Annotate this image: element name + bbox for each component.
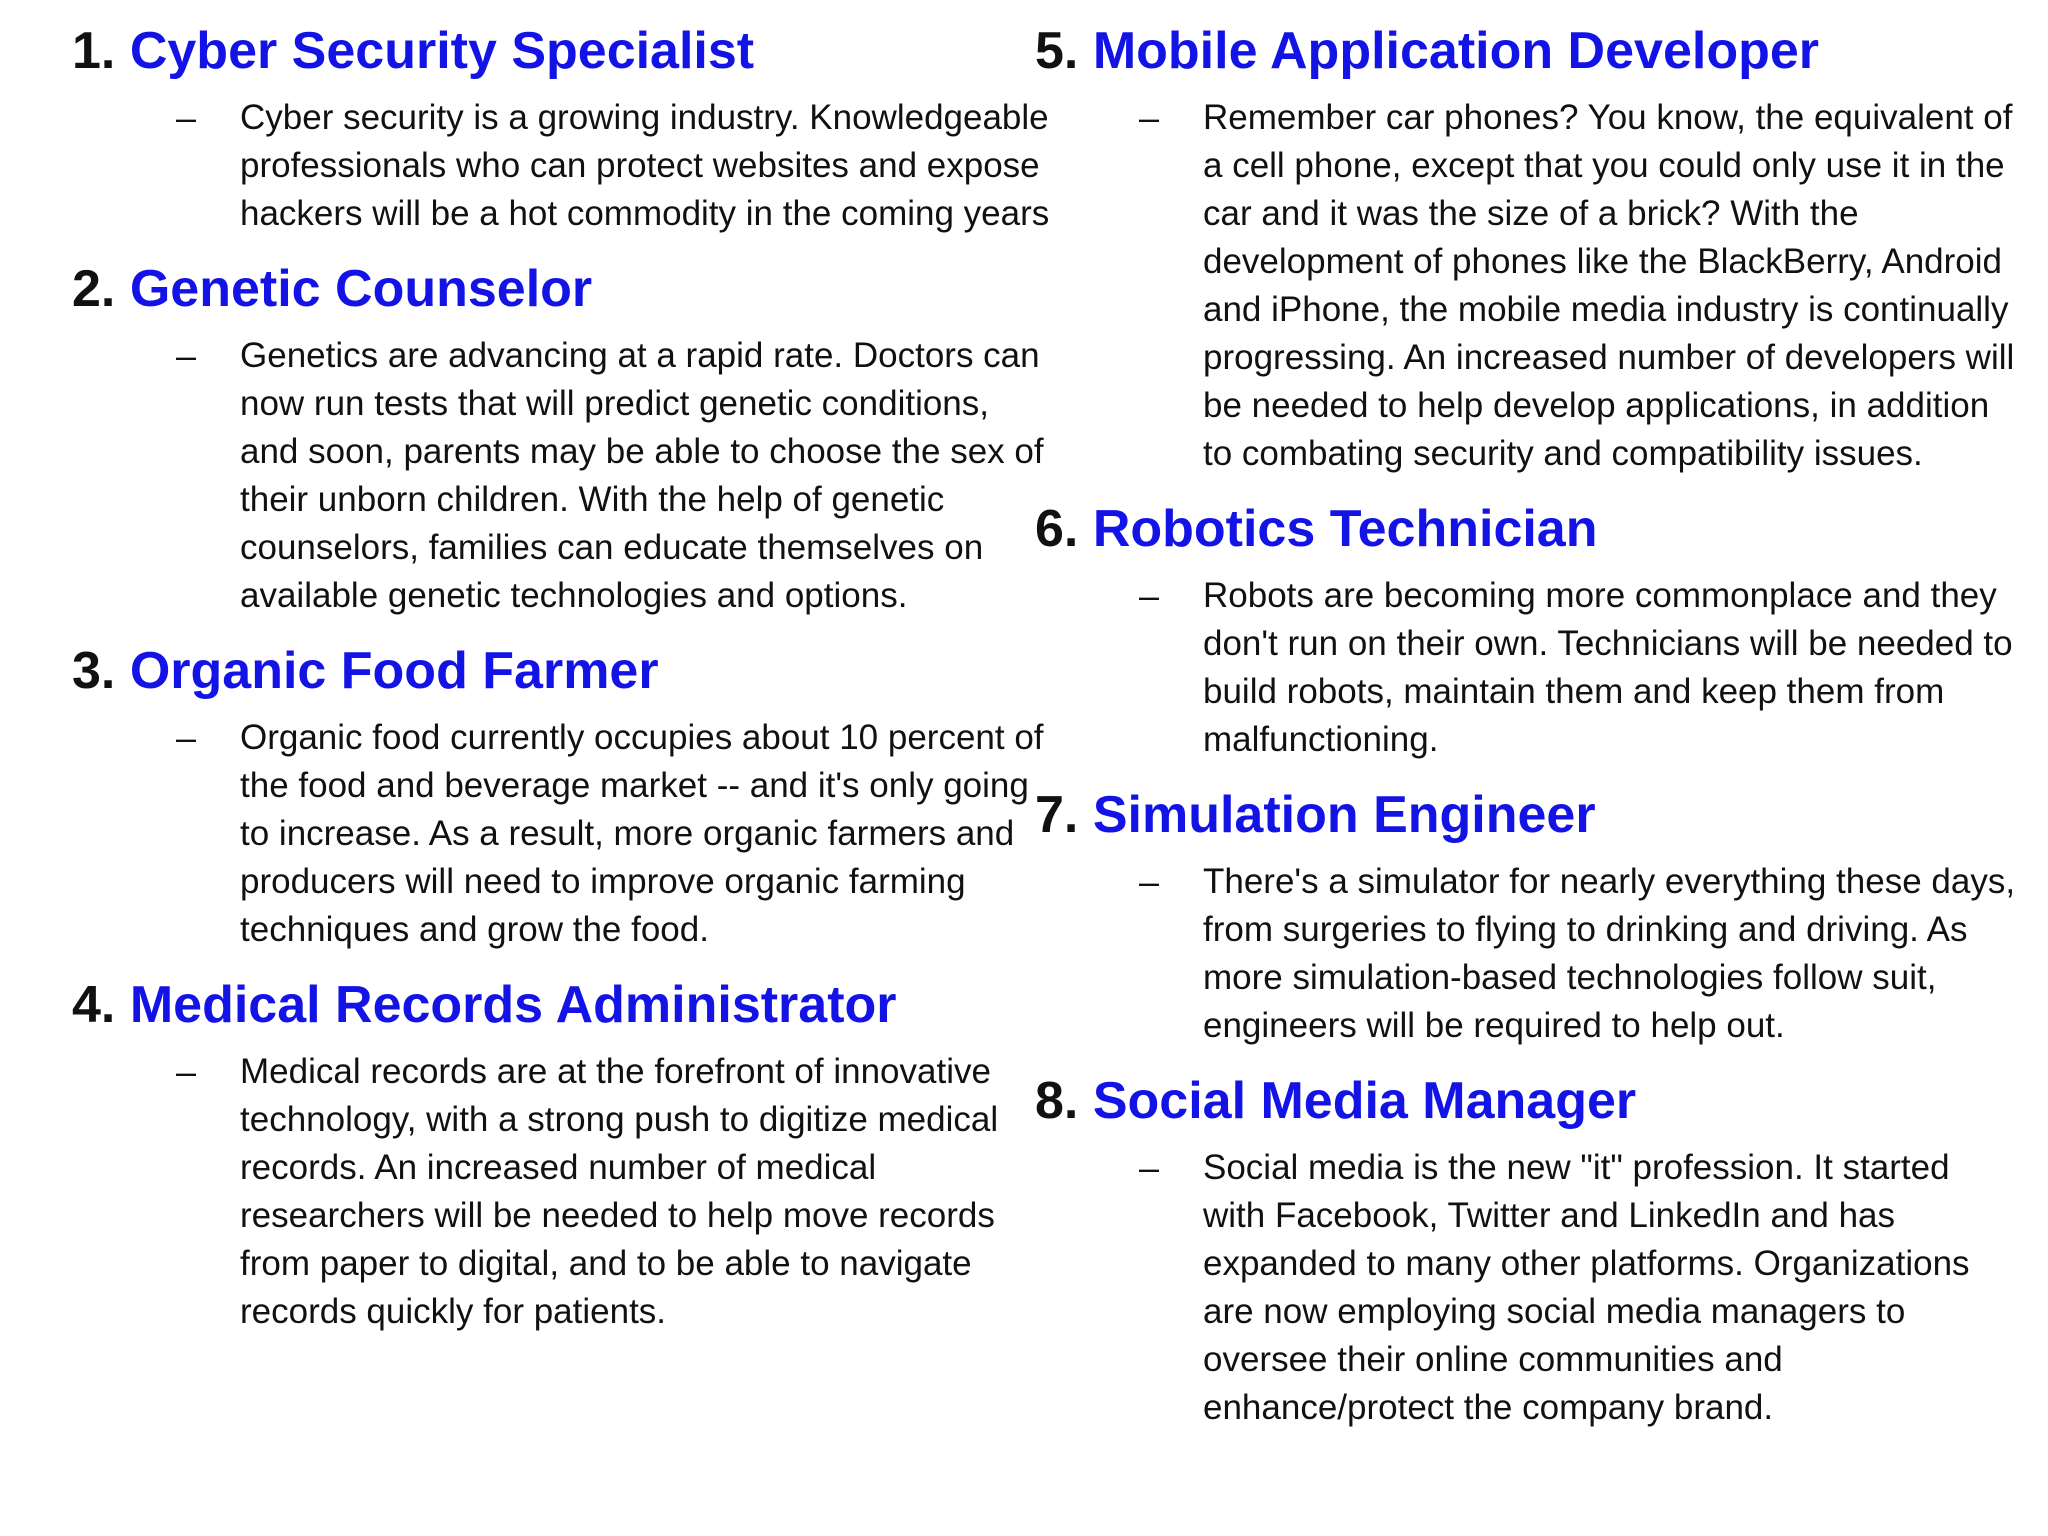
career-number: 1.	[72, 22, 116, 80]
career-description: Genetics are advancing at a rapid rate. Doctors can now run tests that will predict genetic conditions, and soon, parents may be able to choose the sex of their unborn children. With the help of genetic counselors, families can educate themselves on available genetic technologies and options.	[240, 336, 1044, 615]
dash-bullet-icon: –	[1139, 861, 1160, 902]
career-title: Simulation Engineer	[1092, 786, 1596, 844]
dash-bullet-icon: –	[1139, 97, 1160, 138]
career-description-block	[1035, 94, 2020, 478]
career-description: There's a simulator for nearly everything these days, from surgeries to flying to drinking and driving. As more simulation-based technologies follow suit, engineers will be required to help out.	[1203, 862, 2016, 1045]
career-heading	[1035, 492, 2020, 566]
career-title: Robotics Technician	[1092, 500, 1598, 558]
career-description-block	[72, 332, 1057, 620]
dash-bullet-icon: –	[176, 335, 197, 376]
career-description-block	[1035, 1144, 2020, 1432]
career-entry	[1035, 492, 2020, 764]
career-heading	[72, 14, 1057, 88]
dash-bullet-icon: –	[176, 717, 197, 758]
career-description-block	[72, 1048, 1057, 1336]
career-entry	[72, 968, 1057, 1336]
dash-bullet-icon: –	[176, 97, 197, 138]
career-title: Mobile Application Developer	[1092, 22, 1819, 80]
career-description: Medical records are at the forefront of innovative technology, with a strong push to digitize medical records. An increased number of medical researchers will be needed to help move records from paper to digital, and to be able to navigate records quickly for patients.	[240, 1052, 999, 1331]
career-entry	[1035, 1064, 2020, 1432]
career-description-block	[1035, 572, 2020, 764]
career-description: Cyber security is a growing industry. Knowledgeable professionals who can protect websites and expose hackers will be a hot commodity in the coming years	[240, 98, 1050, 233]
career-entry	[1035, 14, 2020, 478]
career-heading	[72, 252, 1057, 326]
career-number: 5.	[1035, 22, 1079, 80]
career-heading	[72, 968, 1057, 1042]
career-number: 7.	[1035, 786, 1079, 844]
career-number: 6.	[1035, 500, 1079, 558]
career-entry	[72, 634, 1057, 954]
dash-bullet-icon: –	[1139, 575, 1160, 616]
career-number: 2.	[72, 260, 116, 318]
career-description-block	[72, 714, 1057, 954]
right-column	[1035, 14, 2020, 1446]
career-title: Genetic Counselor	[129, 260, 593, 318]
dash-bullet-icon: –	[176, 1051, 197, 1092]
career-title: Medical Records Administrator	[129, 976, 897, 1034]
career-number: 4.	[72, 976, 116, 1034]
left-column	[72, 14, 1057, 1350]
career-title: Social Media Manager	[1092, 1072, 1637, 1130]
career-description: Social media is the new "it" profession. It started with Facebook, Twitter and LinkedIn and has expanded to many other platforms. Organizations are now employing social media managers to oversee their online communities and enhance/protect the company brand.	[1203, 1148, 1970, 1427]
career-title: Organic Food Farmer	[129, 642, 659, 700]
career-description: Remember car phones? You know, the equivalent of a cell phone, except that you could only use it in the car and it was the size of a brick? With the development of phones like the BlackBerry, Android and iPhone, the mobile media industry is continually progressing. An increased number of developers will be needed to help develop applications, in addition to combating security and compatibility issues.	[1203, 98, 2015, 473]
career-heading	[1035, 14, 2020, 88]
career-entry	[72, 14, 1057, 238]
career-heading	[1035, 778, 2020, 852]
career-number: 3.	[72, 642, 116, 700]
career-description-block	[72, 94, 1057, 238]
career-number: 8.	[1035, 1072, 1079, 1130]
career-heading	[72, 634, 1057, 708]
career-description: Robots are becoming more commonplace and they don't run on their own. Technicians will be needed to build robots, maintain them and keep them from malfunctioning.	[1203, 576, 2013, 759]
dash-bullet-icon: –	[1139, 1147, 1160, 1188]
career-entry	[1035, 778, 2020, 1050]
career-heading	[1035, 1064, 2020, 1138]
career-entry	[72, 252, 1057, 620]
career-description: Organic food currently occupies about 10 percent of the food and beverage market -- and it's only going to increase. As a result, more organic farmers and producers will need to improve organic farming techniques and grow the food.	[240, 718, 1044, 949]
career-title: Cyber Security Specialist	[129, 22, 755, 80]
career-description-block	[1035, 858, 2020, 1050]
